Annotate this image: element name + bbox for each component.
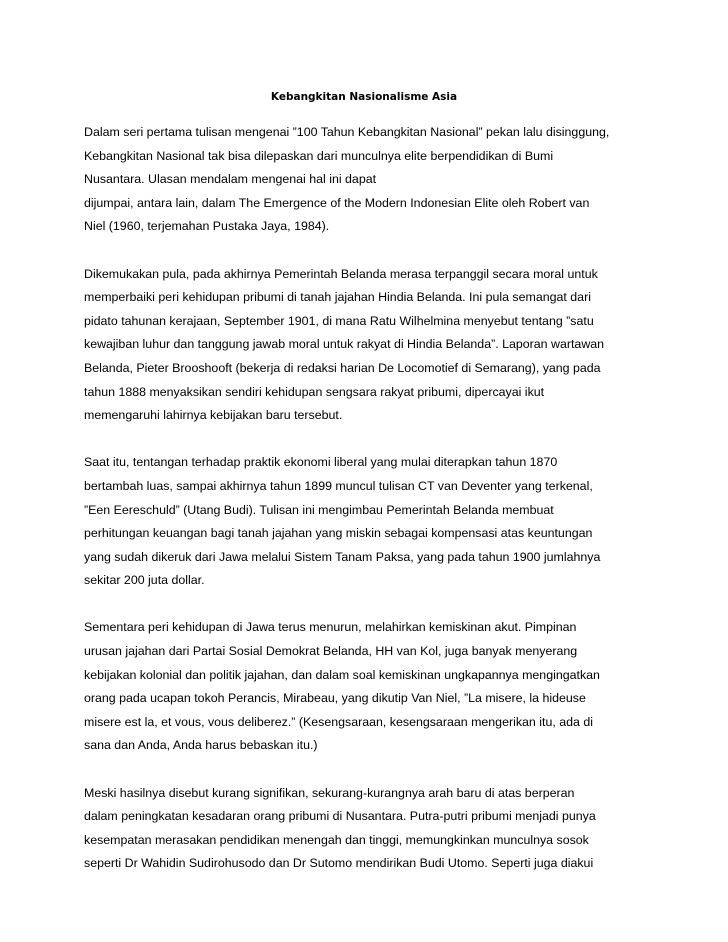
document-body xyxy=(84,121,684,876)
paragraph-1 xyxy=(84,121,684,239)
text-line: Niel (1960, terjemahan Pustaka Jaya, 1984). xyxy=(84,219,330,234)
text-line: bertambah luas, sampai akhirnya tahun 1899 muncul tulisan CT van Deventer yang terkenal, xyxy=(84,478,593,493)
text-line: kesempatan merasakan pendidikan menengah dan tinggi, memungkinkan munculnya sosok xyxy=(84,832,589,847)
text-line: kebijakan kolonial dan politik jajahan, dan dalam soal kemiskinan ungkapannya mengingatkan xyxy=(84,667,600,682)
text-line: yang sudah dikeruk dari Jawa melalui Sistem Tanam Paksa, yang pada tahun 1900 jumlahnya xyxy=(84,549,601,564)
text-line: dalam peningkatan kesadaran orang pribumi di Nusantara. Putra-putri pribumi menjadi punya xyxy=(84,809,596,824)
paragraph-2 xyxy=(84,263,684,428)
text-line: Belanda, Pieter Brooshooft (bekerja di redaksi harian De Locomotief di Semarang), yang pada xyxy=(84,360,601,375)
text-line: memengaruhi lahirnya kebijakan baru tersebut. xyxy=(84,408,343,423)
paragraph-spacer xyxy=(84,758,684,782)
text-line: misere est la, et vous, vous deliberez.” (Kesengsaraan, kesengsaraan mengerikan itu, ada di xyxy=(84,714,593,729)
text-line: pidato tahunan kerajaan, September 1901, di mana Ratu Wilhelmina menyebut tentang ”satu xyxy=(84,313,594,328)
text-line: Dalam seri pertama tulisan mengenai ”100 Tahun Kebangkitan Nasional” pekan lalu disinggung, xyxy=(84,125,610,139)
text-line: kewajiban luhur dan tanggung jawab moral untuk rakyat di Hindia Belanda”. Laporan wartawan xyxy=(84,337,605,352)
text-line: Meski hasilnya disebut kurang signifikan, sekurang-kurangnya arah baru di atas berperan xyxy=(84,785,575,800)
text-line: Nusantara. Ulasan mendalam mengenai hal ini dapat xyxy=(84,172,377,187)
text-line: Kebangkitan Nasional tak bisa dilepaskan dari munculnya elite berpendidikan di Bumi xyxy=(84,148,554,163)
text-line: urusan jajahan dari Partai Sosial Demokrat Belanda, HH van Kol, juga banyak menyerang xyxy=(84,644,578,659)
text-line: sana dan Anda, Anda harus bebaskan itu.) xyxy=(84,738,318,753)
paragraph-spacer xyxy=(84,593,684,617)
paragraph-3 xyxy=(84,451,684,593)
text-line: tahun 1888 menyaksikan sendiri kehidupan sengsara rakyat pribumi, dipercayai ikut xyxy=(84,384,545,399)
text-line: perhitungan keuangan bagi tanah jajahan yang miskin sebagai kompensasi atas keuntungan xyxy=(84,526,593,541)
text-line: Sementara peri kehidupan di Jawa terus menurun, melahirkan kemiskinan akut. Pimpinan xyxy=(84,620,577,635)
text-line: ”Een Eereschuld” (Utang Budi). Tulisan ini mengimbau Pemerintah Belanda membuat xyxy=(84,502,554,517)
paragraph-5 xyxy=(84,782,684,876)
text-line: dijumpai, antara lain, dalam The Emergence of the Modern Indonesian Elite oleh Robert van xyxy=(84,195,590,210)
text-line: Dikemukakan pula, pada akhirnya Pemerintah Belanda merasa terpanggil secara moral untuk xyxy=(84,266,598,281)
paragraph-spacer xyxy=(84,239,684,263)
paragraph-spacer xyxy=(84,428,684,452)
document-title: Kebangkitan Nasionalisme Asia xyxy=(270,91,458,103)
text-line: seperti Dr Wahidin Sudirohusodo dan Dr Sutomo mendirikan Budi Utomo. Seperti juga diakui xyxy=(84,856,594,871)
text-line: orang pada ucapan tokoh Perancis, Mirabeau, yang dikutip Van Niel, ”La misere, la hideuse xyxy=(84,691,586,706)
text-line: memperbaiki peri kehidupan pribumi di tanah jajahan Hindia Belanda. Ini pula semangat dari xyxy=(84,290,591,305)
paragraph-4 xyxy=(84,616,684,758)
text-line: sekitar 200 juta dollar. xyxy=(84,573,205,588)
text-line: Saat itu, tentangan terhadap praktik ekonomi liberal yang mulai diterapkan tahun 1870 xyxy=(84,455,558,470)
